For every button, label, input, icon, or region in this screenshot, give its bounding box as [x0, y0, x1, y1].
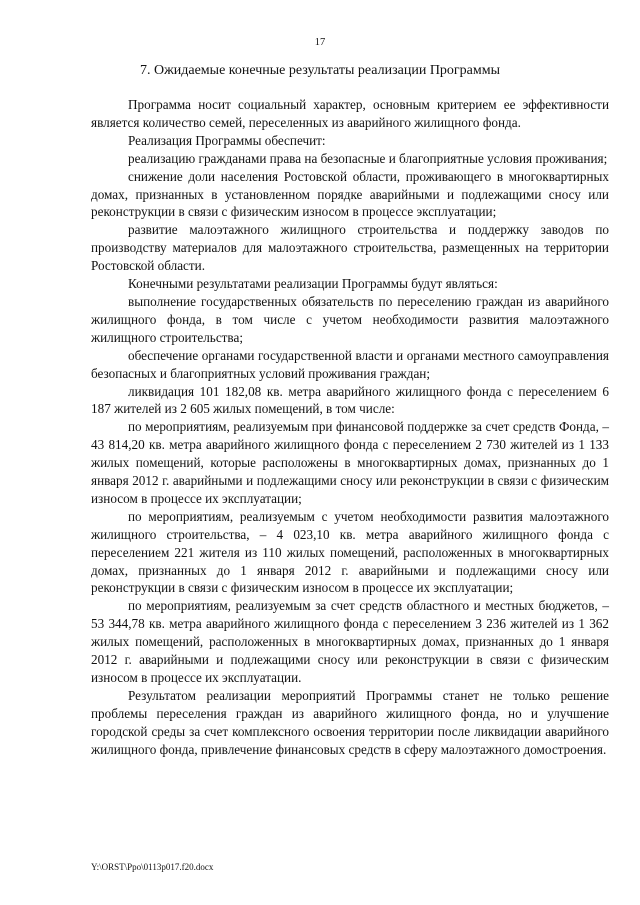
section-heading: 7. Ожидаемые конечные результаты реализации Программы — [139, 63, 501, 78]
paragraph: ликвидация 101 182,08 кв. метра аварийного жилищного фонда с переселением 6 187 жителей из 2 605 жилых помещений, в том числе: — [91, 383, 609, 417]
paragraph: Программа носит социальный характер, основным критерием ее эффективности является количество семей, переселенных из аварийного жилищного фонда. — [91, 97, 609, 130]
paragraph: выполнение государственных обязательств по переселению граждан из аварийного жилищного фонда, в том числе с учетом необходимости развития малоэтажного жилищного строительства; — [91, 293, 609, 345]
paragraph: реализацию гражданами права на безопасные и благоприятные условия проживания; — [128, 150, 608, 166]
paragraph: обеспечение органами государственной власти и органами местного самоуправления безопасных и благоприятных условий проживания граждан; — [91, 347, 609, 381]
footer-file-path: Y:\ORST\Ppo\0113p017.f20.docx — [91, 862, 214, 872]
paragraph: Реализация Программы обеспечит: — [128, 132, 326, 148]
paragraph: по мероприятиям, реализуемым при финансовой поддержке за счет средств Фонда, – 43 814,20 кв. метра аварийного жилищного фонда с переселением 2 730 жителей из 1 133 жилых помещений, которые расположены в многоквартирных домах, признанных до 1 января 2012 г. аварийными и подлежащими сносу или реконструкции в связи с физическим износом в процессе их эксплуатации; — [91, 419, 609, 506]
paragraph: Результатом реализации мероприятий Программы станет не только решение проблемы переселения граждан из аварийного жилищного фонда, но и улучшение городской среды за счет комплексного освоения территории после ликвидации аварийного жилищного фонда, привлечение финансовых средств в сферу малоэтажного домостроения. — [91, 687, 609, 757]
paragraph: Конечными результатами реализации Программы будут являться: — [128, 276, 498, 292]
paragraph: развитие малоэтажного жилищного строительства и поддержку заводов по производству материалов для малоэтажного строительства, размещенных на территории Ростовской области. — [91, 222, 609, 274]
paragraph: по мероприятиям, реализуемым с учетом необходимости развития малоэтажного жилищного строительства, – 4 023,10 кв. метра аварийного жилищного фонда с переселением 221 жителя из 110 жилых помещений, расположенных в многоквартирных домах, признанных до 1 января 2012 г. аварийными и подлежащими сносу или реконструкции в связи с физическим износом в процессе их эксплуатации; — [91, 508, 609, 596]
paragraph: по мероприятиям, реализуемым за счет средств областного и местных бюджетов, – 53 344,78 кв. метра аварийного жилищного фонда с переселением 3 236 жителей из 1 362 жилых помещений, расположенных в многоквартирных домах, признанных до 1 января 2012 г. аварийными и подлежащими сносу или реконструкции в связи с физическим износом в процессе их эксплуатации. — [91, 598, 609, 685]
paragraph: снижение доли населения Ростовской области, проживающего в многоквартирных домах, признанных в установленном порядке аварийными и подлежащими сносу или реконструкции в связи с физическим износом в процессе эксплуатации; — [91, 168, 609, 220]
document-body — [91, 96, 609, 759]
page-number: 17 — [314, 37, 326, 48]
